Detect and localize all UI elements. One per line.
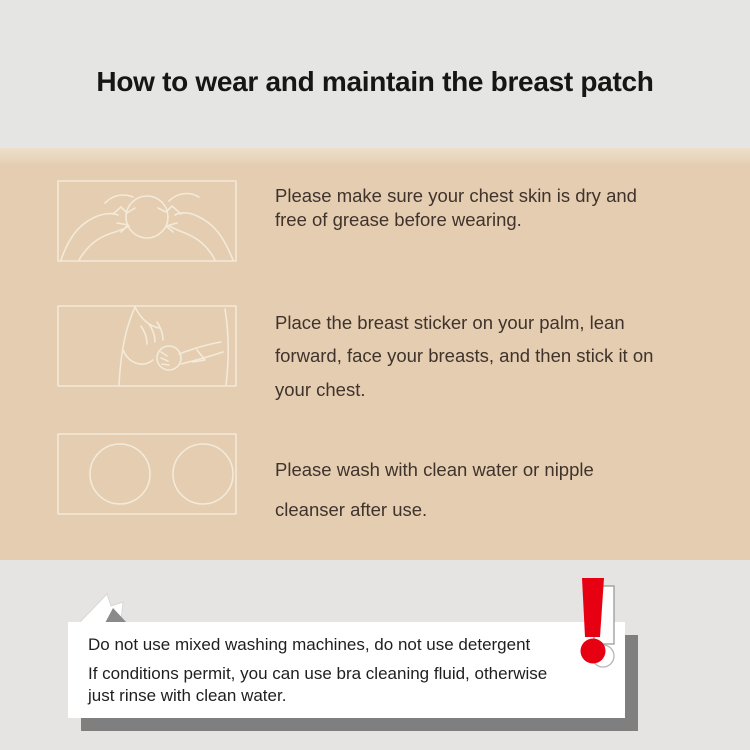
instructions-panel bbox=[0, 148, 750, 560]
pair-of-breast-patches-illustration bbox=[57, 433, 237, 515]
speech-tail-icon bbox=[75, 590, 131, 624]
placing-patch-on-chest-icon bbox=[57, 305, 237, 387]
step-2-text: Place the breast sticker on your palm, lean forward, face your breasts, and then stick it on your chest. bbox=[275, 312, 654, 400]
warning-callout bbox=[68, 622, 625, 718]
step-3-text: Please wash with clean water or nipple cleanser after use. bbox=[275, 459, 594, 520]
hands-stretching-patch-icon bbox=[57, 180, 237, 262]
placing-patch-on-chest-illustration bbox=[57, 305, 237, 387]
step-1-text: Please make sure your chest skin is dry and free of grease before wearing. bbox=[275, 185, 637, 230]
header-section bbox=[0, 0, 750, 148]
page-title: How to wear and maintain the breast patch bbox=[96, 66, 654, 97]
pair-of-breast-patches-icon bbox=[57, 433, 237, 515]
warning-callout-body bbox=[68, 622, 625, 707]
warning-section bbox=[0, 560, 750, 750]
warning-text-line2: If conditions permit, you can use bra cleaning fluid, otherwise just rinse with clean water. bbox=[88, 664, 548, 706]
hands-stretching-patch-illustration bbox=[57, 180, 237, 262]
warning-text-line1: Do not use mixed washing machines, do not use detergent bbox=[88, 635, 531, 654]
exclamation-icon bbox=[572, 572, 636, 672]
